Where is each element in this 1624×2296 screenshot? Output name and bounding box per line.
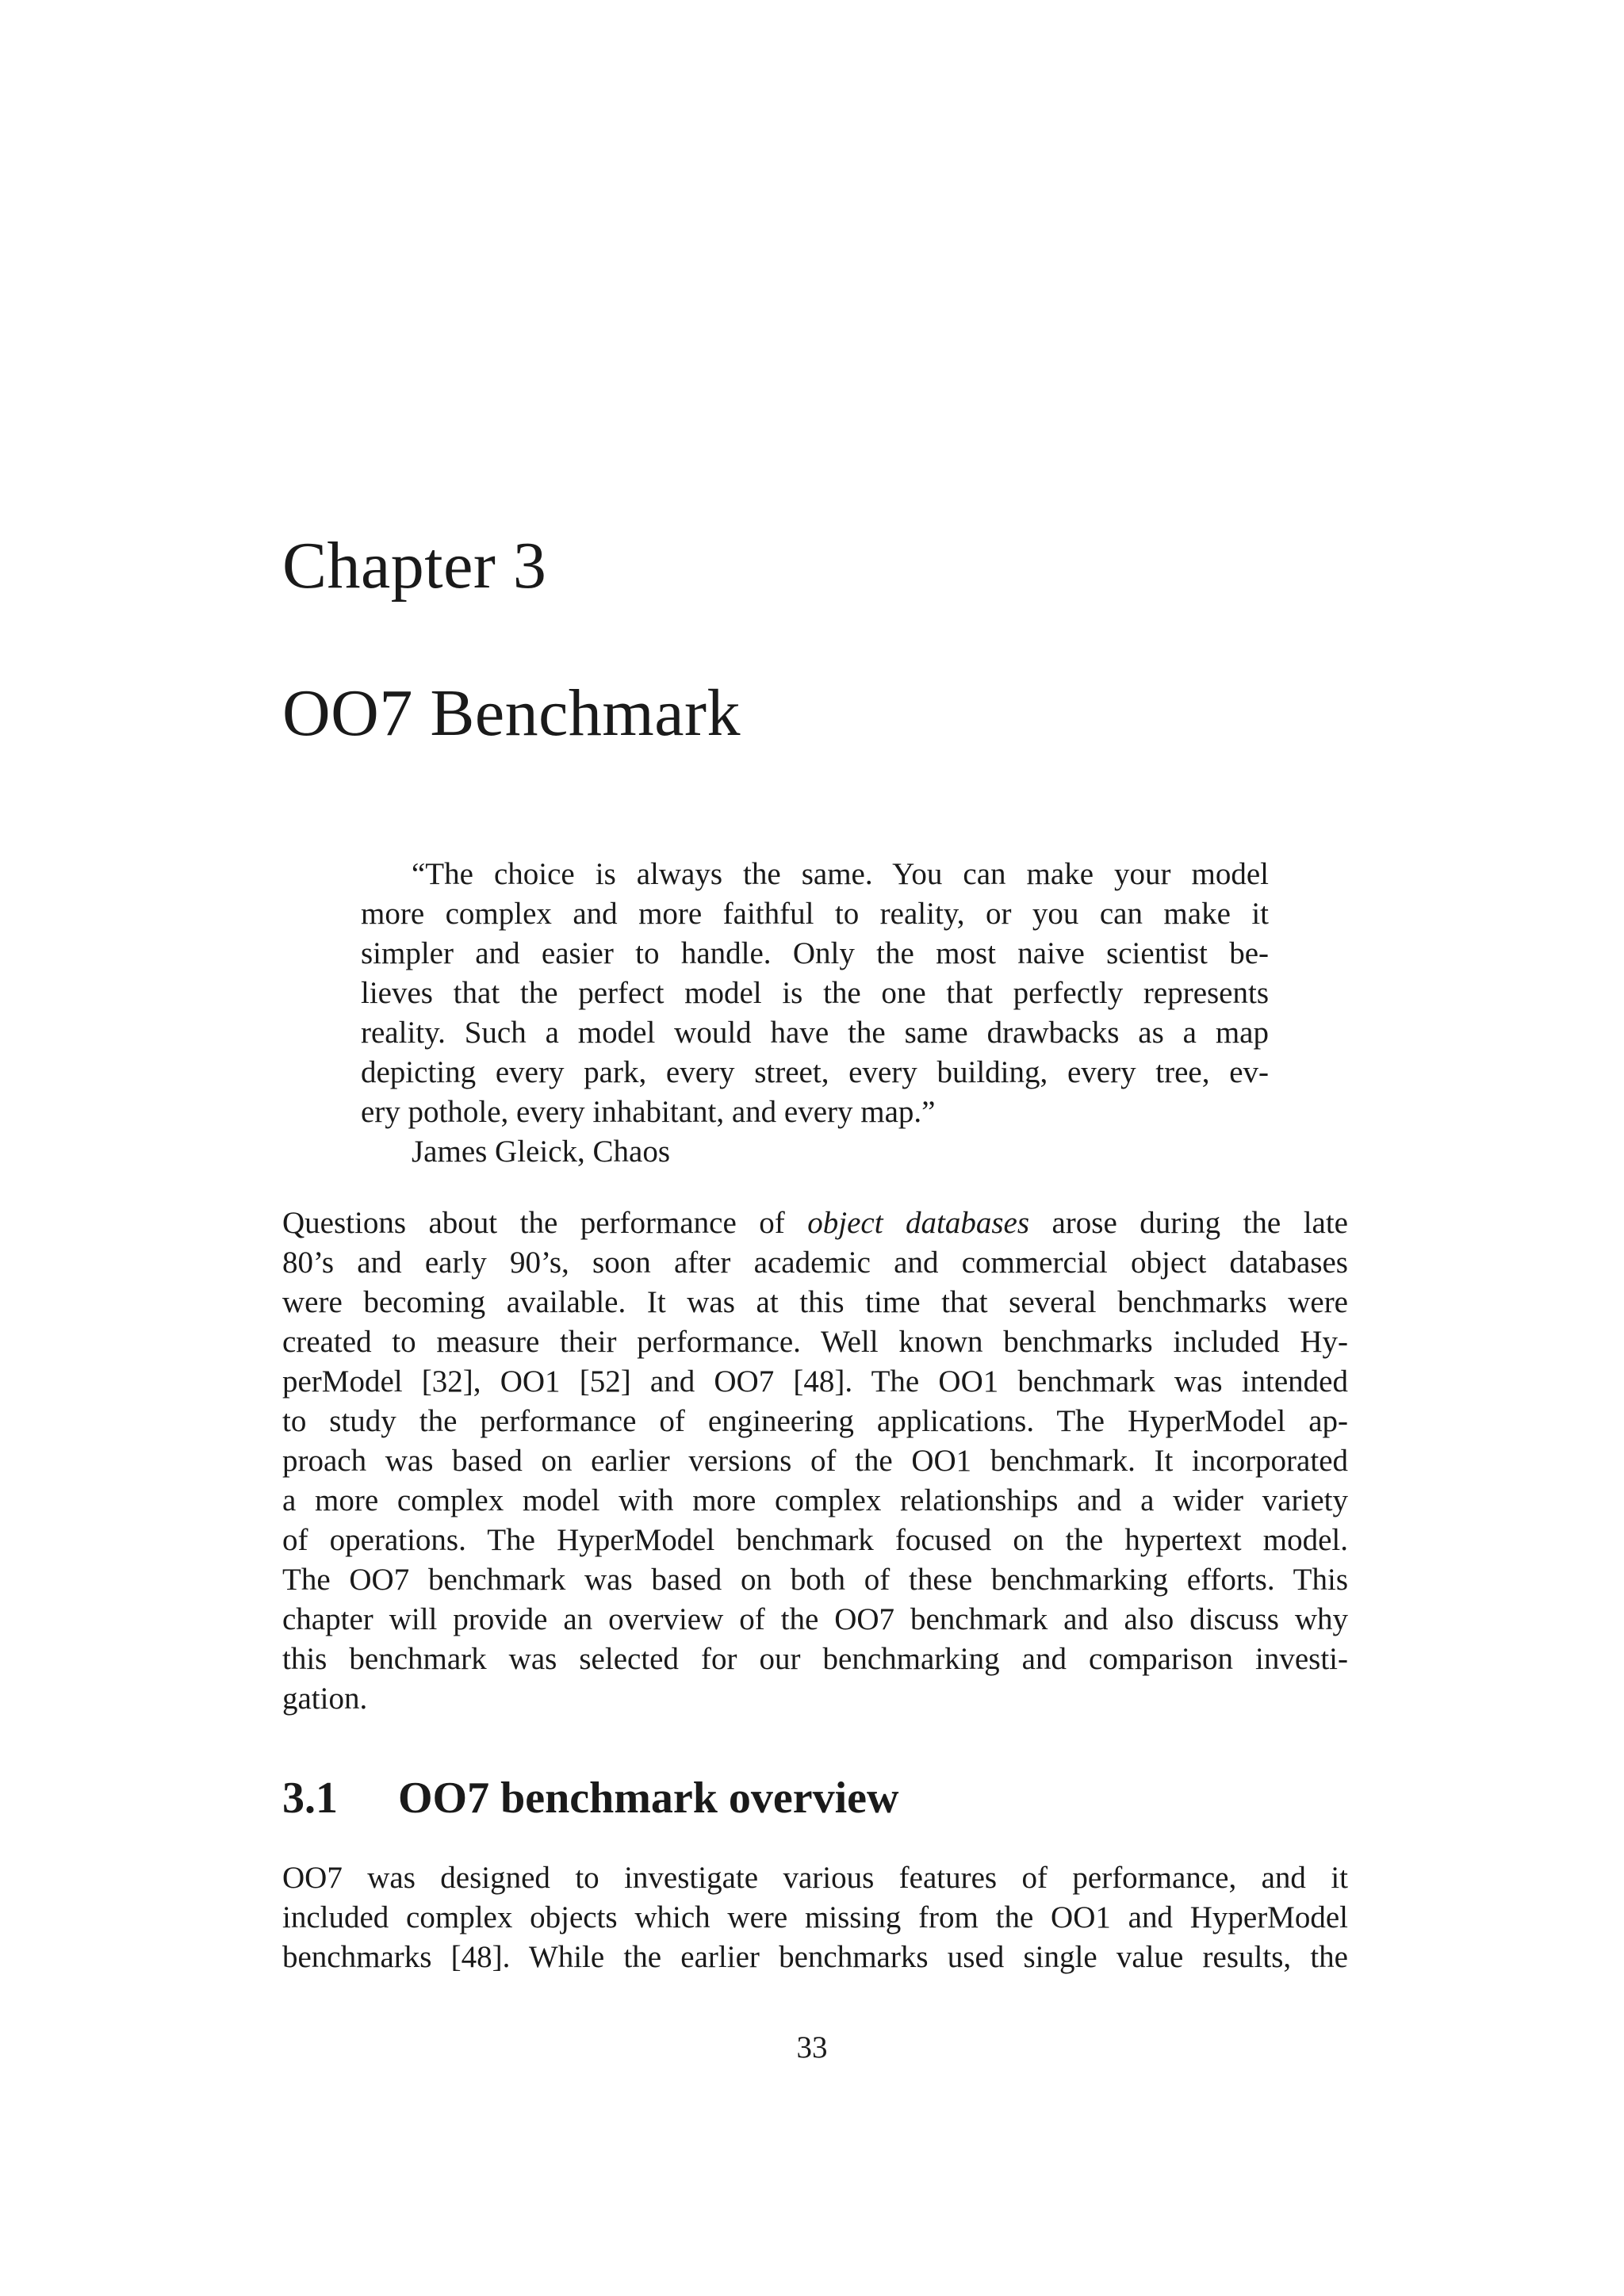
section-number: 3.1: [282, 1774, 338, 1823]
section-paragraph: [282, 1858, 1348, 1977]
paragraph-line: chapter will provide an overview of the OO7 benchmark and also discuss why: [282, 1602, 1348, 1636]
section-title: OO7 benchmark overview: [398, 1774, 899, 1823]
paragraph-line: were becoming available. It was at this time that several benchmarks were: [282, 1285, 1348, 1319]
epigraph-line: more complex and more faithful to reality, or you can make it: [361, 897, 1269, 931]
paragraph-line: a more complex model with more complex relationships and a wider variety: [282, 1483, 1348, 1517]
section-heading: [282, 1774, 899, 1823]
paragraph-line: perModel [32], OO1 [52] and OO7 [48]. The OO1 benchmark was intended: [282, 1364, 1348, 1399]
paragraph-line: included complex objects which were missing from the OO1 and HyperModel: [282, 1900, 1348, 1934]
paragraph-line: benchmarks [48]. While the earlier benchmarks used single value results, the: [282, 1940, 1348, 1974]
paragraph-line: The OO7 benchmark was based on both of these benchmarking efforts. This: [282, 1563, 1348, 1597]
paragraph-line: this benchmark was selected for our benchmarking and comparison investi-: [282, 1642, 1348, 1676]
paragraph-line: of operations. The HyperModel benchmark focused on the hypertext model.: [282, 1523, 1348, 1557]
paragraph-text: arose during the late: [1029, 1206, 1348, 1240]
epigraph-line: reality. Such a model would have the same drawbacks as a map: [361, 1016, 1269, 1050]
epigraph-quote: [361, 855, 1269, 1172]
paragraph-line: created to measure their performance. Well known benchmarks included Hy-: [282, 1325, 1348, 1359]
intro-paragraph: [282, 1203, 1348, 1719]
chapter-label: Chapter 3: [282, 529, 547, 603]
page-number: 33: [796, 2030, 828, 2064]
paragraph-line: [282, 1203, 1348, 1243]
paragraph-line: to study the performance of engineering applications. The HyperModel ap-: [282, 1404, 1348, 1438]
epigraph-line: depicting every park, every street, every building, every tree, ev-: [361, 1055, 1269, 1089]
chapter-title: OO7 Benchmark: [282, 676, 741, 750]
epigraph-line: “The choice is always the same. You can make your model: [412, 857, 1269, 891]
epigraph-line: lieves that the perfect model is the one that perfectly represents: [361, 976, 1269, 1010]
paragraph-line: 80’s and early 90’s, soon after academic and commercial object databases: [282, 1246, 1348, 1280]
paragraph-line: proach was based on earlier versions of the OO1 benchmark. It incorporated: [282, 1444, 1348, 1478]
epigraph-attribution: James Gleick, Chaos: [412, 1135, 671, 1169]
emphasis-object-databases: object databases: [807, 1206, 1030, 1240]
paragraph-line: OO7 was designed to investigate various features of performance, and it: [282, 1861, 1348, 1895]
paragraph-text: Questions about the performance of: [282, 1206, 808, 1240]
epigraph-line: simpler and easier to handle. Only the most naive scientist be-: [361, 936, 1269, 970]
epigraph-line: ery pothole, every inhabitant, and every map.”: [361, 1095, 936, 1129]
paragraph-line: gation.: [282, 1682, 368, 1716]
